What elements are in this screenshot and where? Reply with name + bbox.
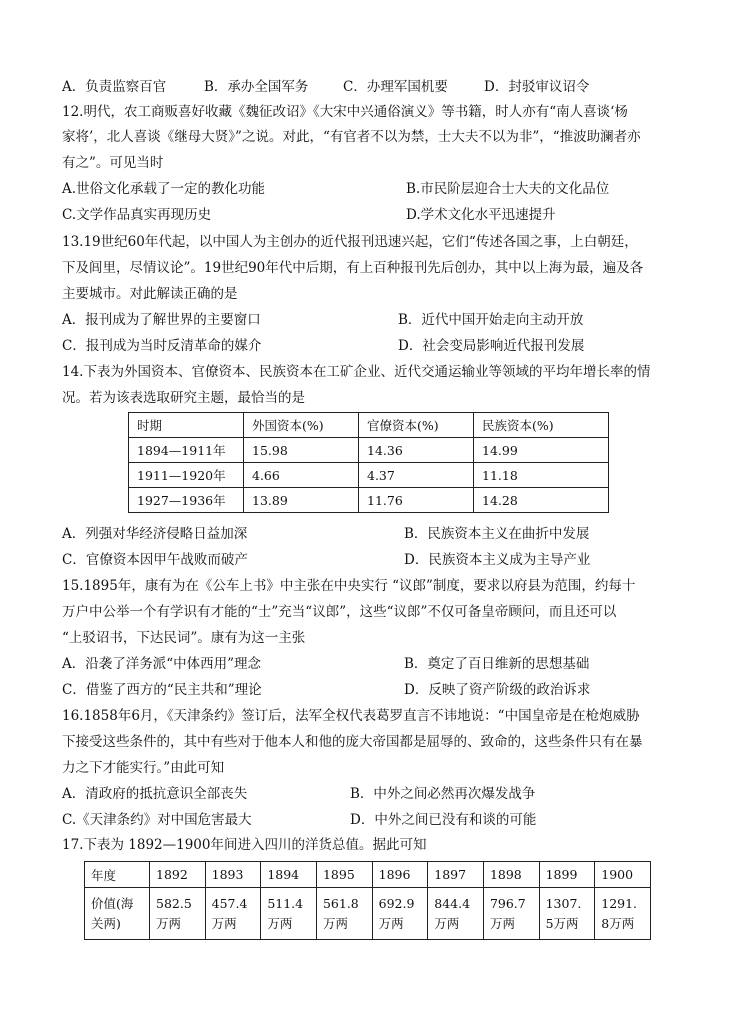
- cell-line: 582.5: [156, 895, 192, 911]
- cell-line: 1291.: [601, 895, 638, 911]
- table-cell: 11.18: [474, 463, 609, 488]
- table-header-cell: 1900: [595, 862, 651, 888]
- q17-stem-line: 17.下表为 1892—1900年间进入四川的洋货总值。据此可知: [62, 837, 427, 853]
- table-row: [129, 488, 609, 513]
- table-cell: [483, 888, 539, 940]
- table-cell: [428, 888, 484, 940]
- table-cell: 14.28: [474, 488, 609, 513]
- cell-line: 692.9: [378, 895, 415, 911]
- q11-option-a[interactable]: A．负责监察百官: [62, 79, 167, 95]
- table-header-cell: 1896: [372, 862, 428, 888]
- cell-line: 万两: [489, 915, 515, 931]
- table-cell: 1927—1936年: [129, 488, 244, 513]
- q14-data-table: [128, 412, 609, 513]
- q15-option-b[interactable]: B．奠定了百日维新的思想基础: [404, 656, 590, 672]
- q16-stem-line: 下接受这些条件的，其中有些对于他本人和他的庞大帝国都是屈辱的、致命的，这些条件只有在暴: [62, 734, 643, 750]
- table-cell: 15.98: [244, 438, 359, 463]
- table-header-cell: 时期: [129, 413, 244, 438]
- q13-option-b[interactable]: B．近代中国开始走向主动开放: [398, 312, 584, 328]
- q14-stem-line: 况。若为该表选取研究主题，最恰当的是: [62, 390, 305, 406]
- cell-line: 万两: [434, 915, 460, 931]
- table-cell: 14.99: [474, 438, 609, 463]
- cell-line: 8万两: [601, 915, 635, 931]
- cell-line: 万两: [267, 915, 293, 931]
- q16-option-c[interactable]: C.《天津条约》对中国危害最大: [62, 812, 252, 828]
- q13-stem-line: 下及闾里，尽情议论”。19世纪90年代中后期，有上百种报刊先后创办，其中以上海为最，遍及各: [62, 260, 644, 276]
- q15-option-a[interactable]: A．沿袭了洋务派“中体西用”理念: [62, 656, 262, 672]
- table-cell: [205, 888, 261, 940]
- q15-option-d[interactable]: D．反映了资产阶级的政治诉求: [404, 682, 591, 698]
- table-header-cell: 外国资本(%): [244, 413, 359, 438]
- cell-line: 561.8: [322, 895, 359, 911]
- table-cell: [316, 888, 372, 940]
- q15-option-c[interactable]: C．借鉴了西方的“民主共和”理论: [62, 682, 262, 698]
- table-header-cell: 官僚资本(%): [359, 413, 474, 438]
- q12-option-c[interactable]: C.文学作品真实再现历史: [62, 207, 212, 223]
- cell-line: 万两: [156, 915, 182, 931]
- table-cell: 13.89: [244, 488, 359, 513]
- q11-option-d[interactable]: D．封驳审议诏令: [484, 79, 590, 95]
- q17-data-table: [84, 861, 651, 940]
- q15-stem-line: 15.1895年，康有为在《公车上书》中主张在中央实行 “议郎”制度，要求以府县为范围，约每十: [62, 578, 636, 594]
- table-cell: 1894—1911年: [129, 438, 244, 463]
- q14-stem-line: 14.下表为外国资本、官僚资本、民族资本在工矿企业、近代交通运输业等领域的平均年增长率的情: [62, 364, 651, 380]
- q16-stem-line: 力之下才能实行。”由此可知: [62, 760, 225, 776]
- table-header-row: [85, 862, 651, 888]
- table-header-cell: 1899: [539, 862, 595, 888]
- table-row-header: [85, 888, 150, 940]
- q14-option-c[interactable]: C．官僚资本因甲午战败而破产: [62, 552, 248, 568]
- cell-line: 万两: [378, 915, 404, 931]
- q12-option-b[interactable]: B.市民阶层迎合士大夫的文化品位: [406, 181, 610, 197]
- q16-option-d[interactable]: D．中外之间已没有和谈的可能: [350, 812, 537, 828]
- q13-option-d[interactable]: D．社会变局影响近代报刊发展: [398, 338, 585, 354]
- table-header-cell: 1894: [261, 862, 317, 888]
- q11-option-c[interactable]: C．办理军国机要: [343, 79, 448, 95]
- table-cell: 14.36: [359, 438, 474, 463]
- q12-option-a[interactable]: A.世俗文化承载了一定的教化功能: [62, 181, 266, 197]
- table-header-row: [129, 413, 609, 438]
- q15-stem-line: 万户中公举一个有学识有才能的“士”充当“议郎”，这些“议郎”不仅可备皇帝顾问，而且还可以: [62, 604, 617, 620]
- table-header-cell: 1895: [316, 862, 372, 888]
- q13-option-a[interactable]: A．报刊成为了解世界的主要窗口: [62, 312, 261, 328]
- q12-stem-line: 12.明代，农工商贩喜好收藏《魏征改诏》《大宋中兴通俗演义》等书籍，时人亦有“南人喜谈‘杨: [62, 104, 628, 120]
- table-cell: 1911—1920年: [129, 463, 244, 488]
- q14-option-a[interactable]: A．列强对华经济侵略日益加深: [62, 526, 248, 542]
- cell-line: 457.4: [211, 895, 248, 911]
- q16-option-b[interactable]: B．中外之间必然再次爆发战争: [350, 786, 536, 802]
- table-cell: [150, 888, 206, 940]
- table-header-cell: 1893: [205, 862, 261, 888]
- table-header-cell: 1898: [483, 862, 539, 888]
- table-row: [129, 438, 609, 463]
- q12-stem-line: 家将’，北人喜谈《继母大贤》”之说。对此，“有官者不以为禁，士大夫不以为非”，“推波助澜者亦: [62, 129, 641, 145]
- cell-line: 万两: [211, 915, 237, 931]
- q13-stem-line: 13.19世纪60年代起，以中国人为主创办的近代报刊迅速兴起，它们“传述各国之事，上白朝廷，: [62, 234, 638, 250]
- table-cell: 4.37: [359, 463, 474, 488]
- cell-line: 796.7: [489, 895, 526, 911]
- table-cell: 11.76: [359, 488, 474, 513]
- cell-line: 511.4: [267, 895, 304, 911]
- table-header-cell: 1892: [150, 862, 206, 888]
- cell-line: 万两: [322, 915, 348, 931]
- table-cell: [372, 888, 428, 940]
- q13-stem-line: 主要城市。对此解读正确的是: [62, 286, 238, 302]
- cell-line: 844.4: [434, 895, 471, 911]
- table-cell: [261, 888, 317, 940]
- q13-option-c[interactable]: C．报刊成为当时反清革命的媒介: [62, 338, 262, 354]
- q15-stem-line: “上驳诏书，下达民词”。康有为这一主张: [62, 630, 306, 646]
- q14-option-d[interactable]: D．民族资本主义成为主导产业: [404, 552, 591, 568]
- table-cell: [539, 888, 595, 940]
- cell-line: 价值(海: [91, 895, 134, 911]
- q12-option-d[interactable]: D.学术文化水平迅速提升: [406, 207, 556, 223]
- q14-option-b[interactable]: B．民族资本主义在曲折中发展: [404, 526, 590, 542]
- q16-stem-line: 16.1858年6月，《天津条约》签订后，法军全权代表葛罗直言不讳地说：“中国皇帝是在枪炮威胁: [62, 708, 640, 724]
- table-row: [129, 463, 609, 488]
- cell-line: 关两): [91, 915, 121, 931]
- q11-option-b[interactable]: B．承办全国军务: [204, 79, 309, 95]
- table-header-cell: 年度: [85, 862, 150, 888]
- table-header-cell: 1897: [428, 862, 484, 888]
- table-cell: [595, 888, 651, 940]
- q16-option-a[interactable]: A．清政府的抵抗意识全部丧失: [62, 786, 248, 802]
- q12-stem-line: 有之”。可见当时: [62, 155, 164, 171]
- table-row: [85, 888, 651, 940]
- table-cell: 4.66: [244, 463, 359, 488]
- cell-line: 1307.: [545, 895, 582, 911]
- cell-line: 5万两: [545, 915, 579, 931]
- table-header-cell: 民族资本(%): [474, 413, 609, 438]
